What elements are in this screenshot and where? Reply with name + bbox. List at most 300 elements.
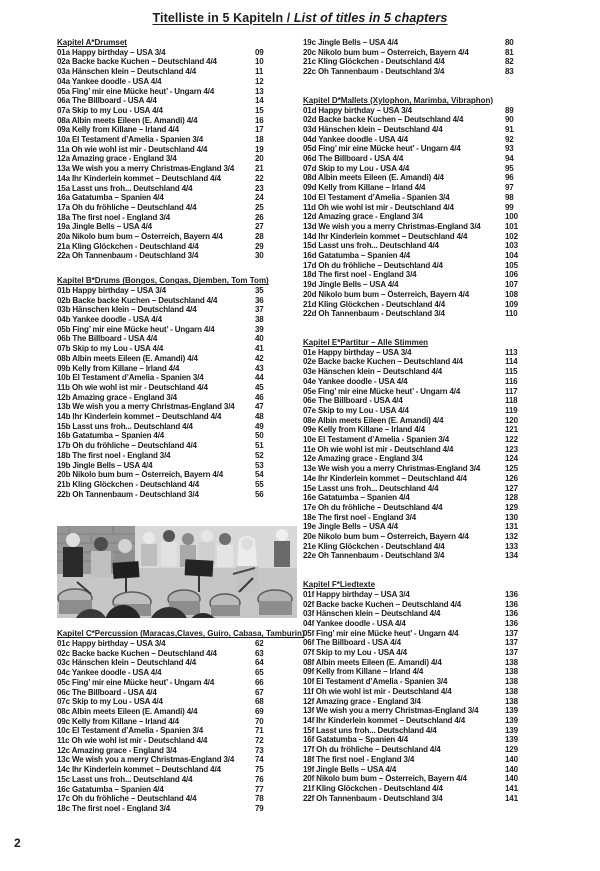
- section-header: Kapitel D*Mallets (Xylophon, Marimba, Vibraphon): [303, 95, 494, 105]
- toc-item-title: 04e Yankee doodle - USA 4/4: [303, 376, 408, 386]
- toc-item-title: 13c We wish you a merry Christmas-England 3/4: [57, 755, 235, 765]
- toc-item-title: 05e Fing’ mir eine Mücke heut’ - Ungarn 4/4: [303, 386, 461, 396]
- toc-item-page: 19: [255, 144, 264, 154]
- toc-item: [57, 184, 271, 194]
- toc-item-page: 131: [505, 522, 518, 532]
- toc-item: [57, 77, 271, 87]
- toc-item-title: 02d Backe backe Kuchen – Deutschland 4/4: [303, 115, 464, 125]
- toc-item-page: 23: [255, 183, 264, 193]
- toc-section: [57, 629, 305, 813]
- toc-section: [303, 338, 525, 561]
- toc-item: [303, 57, 525, 67]
- toc-item: [303, 67, 525, 77]
- toc-item-page: 140: [505, 764, 518, 774]
- toc-item: [303, 454, 525, 464]
- toc-item-page: 53: [255, 460, 264, 470]
- toc-item-title: 17f Oh du fröhliche – Deutschland 4/4: [303, 745, 441, 755]
- toc-item-page: 139: [505, 725, 518, 735]
- toc-item: [57, 48, 271, 58]
- toc-item-title: 16a Gatatumba – Spanien 4/4: [57, 193, 164, 203]
- toc-item: [303, 357, 525, 367]
- toc-item-title: 12e Amazing grace - England 3/4: [303, 454, 423, 464]
- toc-item: [303, 416, 525, 426]
- toc-item-title: 09c Kelly from Killane – Irland 4/4: [57, 716, 179, 726]
- toc-item: [303, 765, 525, 775]
- toc-item: [303, 290, 525, 300]
- toc-item-title: 03d Hänschen klein – Deutschland 4/4: [303, 124, 443, 134]
- toc-item-page: 108: [505, 289, 518, 299]
- toc-item: [57, 804, 271, 814]
- toc-item-title: 06e The Billboard - USA 4/4: [303, 396, 403, 406]
- toc-item: [303, 513, 525, 523]
- toc-item: [57, 639, 271, 649]
- toc-item-title: 10c El Testament d’Amelia - Spanien 3/4: [57, 726, 204, 736]
- toc-item-page: 121: [505, 425, 518, 435]
- toc-item: [57, 96, 271, 106]
- toc-item-title: 06a The Billboard - USA 4/4: [57, 96, 157, 106]
- toc-item-page: 133: [505, 541, 518, 551]
- toc-item-page: 79: [255, 804, 264, 813]
- toc-item-page: 10: [255, 57, 264, 67]
- toc-item-title: 02c Backe backe Kuchen – Deutschland 4/4: [57, 648, 217, 658]
- toc-item-title: 18e The first noel - England 3/4: [303, 512, 417, 522]
- toc-item: [303, 532, 525, 542]
- toc-item-title: 19a Jingle Bells – USA 4/4: [57, 222, 152, 232]
- toc-item: [303, 716, 525, 726]
- toc-item: [303, 755, 525, 765]
- toc-item-title: 15a Lasst uns froh... Deutschland 4/4: [57, 183, 193, 193]
- toc-item-title: 04b Yankee doodle - USA 4/4: [57, 314, 162, 324]
- toc-item-title: 05a Fing’ mir eine Mücke heut’ - Ungarn 4/4: [57, 86, 215, 96]
- toc-section: [57, 276, 271, 499]
- toc-item: [57, 649, 271, 659]
- toc-item: [303, 396, 525, 406]
- toc-item-page: 35: [255, 285, 264, 295]
- toc-item: [57, 305, 271, 315]
- toc-item-page: 68: [255, 697, 264, 707]
- toc-item: [303, 48, 525, 58]
- toc-item-title: 09e Kelly from Killane – Irland 4/4: [303, 425, 425, 435]
- toc-item-page: 127: [505, 483, 518, 493]
- toc-item: [57, 251, 271, 261]
- toc-item: [57, 232, 271, 242]
- toc-section: [303, 38, 525, 77]
- toc-item-title: 03c Hänschen klein – Deutschland 4/4: [57, 658, 197, 668]
- toc-item-title: 02a Backe backe Kuchen – Deutschland 4/4: [57, 57, 217, 67]
- toc-item-page: 101: [505, 221, 518, 231]
- toc-item: [303, 387, 525, 397]
- toc-column-right: [303, 38, 525, 803]
- toc-item: [57, 736, 271, 746]
- toc-item: [303, 406, 525, 416]
- toc-item-title: 01d Happy birthday – USA 3/4: [303, 105, 412, 115]
- toc-item: [303, 309, 525, 319]
- toc-item-page: 71: [255, 726, 264, 736]
- section-header: Kapitel A*Drumset: [57, 38, 127, 47]
- toc-item: [57, 697, 271, 707]
- toc-item-page: 93: [505, 144, 514, 154]
- toc-item-title: 16b Gatatumba – Spanien 4/4: [57, 431, 165, 441]
- toc-item: [57, 87, 271, 97]
- toc-item: [57, 678, 271, 688]
- toc-item-title: 18b The first noel - England 3/4: [57, 450, 171, 460]
- toc-item-title: 21b Kling Glöckchen - Deutschland 4/4: [57, 479, 200, 489]
- toc-item-page: 70: [255, 716, 264, 726]
- toc-item-page: 73: [255, 745, 264, 755]
- toc-item: [303, 173, 525, 183]
- toc-item: [57, 480, 271, 490]
- toc-section: [57, 38, 271, 261]
- toc-item-page: 67: [255, 687, 264, 697]
- toc-item-title: 22f Oh Tannenbaum - Deutschland 3/4: [303, 793, 443, 803]
- toc-item-page: 129: [505, 502, 518, 512]
- toc-item: [57, 174, 271, 184]
- toc-item-page: 64: [255, 658, 264, 668]
- toc-item-title: 15e Lasst uns froh... Deutschland 4/4: [303, 483, 439, 493]
- toc-item-title: 10a El Testament d’Amelia - Spanien 3/4: [57, 135, 204, 145]
- toc-item: [303, 212, 525, 222]
- toc-item: [57, 344, 271, 354]
- toc-item-page: 50: [255, 431, 264, 441]
- toc-item-page: 22: [255, 173, 264, 183]
- toc-item-title: 13f We wish you a merry Christmas-England 3/4: [303, 706, 479, 716]
- toc-item-page: 36: [255, 295, 264, 305]
- toc-item-page: 52: [255, 450, 264, 460]
- toc-item-title: 05d Fing’ mir eine Mücke heut’ - Ungarn 4/4: [303, 144, 461, 154]
- toc-item-page: 138: [505, 657, 518, 667]
- toc-item-title: 16f Gatatumba – Spanien 4/4: [303, 735, 408, 745]
- toc-item-page: 30: [255, 251, 264, 261]
- toc-item-page: 81: [505, 47, 514, 57]
- toc-item: [57, 658, 271, 668]
- toc-item-page: 125: [505, 464, 518, 474]
- toc-item-page: 124: [505, 454, 518, 464]
- toc-item: [303, 464, 525, 474]
- toc-item: [303, 348, 525, 358]
- toc-item-title: 04f Yankee doodle - USA 4/4: [303, 618, 406, 628]
- toc-item-title: 21e Kling Glöckchen - Deutschland 4/4: [303, 541, 445, 551]
- toc-item-title: 18a The first noel - England 3/4: [57, 212, 171, 222]
- toc-item-title: 20f Nikolo bum bum – Österreich, Bayern 4/4: [303, 774, 467, 784]
- toc-item-title: 22d Oh Tannenbaum - Deutschland 3/4: [303, 309, 445, 319]
- toc-item: [303, 590, 525, 600]
- toc-item-page: 25: [255, 202, 264, 212]
- toc-item-title: 17a Oh du fröhliche – Deutschland 4/4: [57, 202, 197, 212]
- toc-item-title: 07f Skip to my Lou - USA 4/4: [303, 648, 407, 658]
- toc-item-title: 08f Albin meets Eileen (E. Amandi) 4/4: [303, 657, 442, 667]
- toc-item-title: 06b The Billboard - USA 4/4: [57, 334, 158, 344]
- toc-item-page: 134: [505, 551, 518, 561]
- toc-item: [303, 629, 525, 639]
- toc-item: [57, 383, 271, 393]
- toc-item-title: 19f Jingle Bells – USA 4/4: [303, 764, 397, 774]
- toc-item-title: 13b We wish you a merry Christmas-England 3/4: [57, 402, 235, 412]
- toc-item: [57, 154, 271, 164]
- toc-item: [57, 765, 271, 775]
- toc-item-title: 12f Amazing grace - England 3/4: [303, 696, 421, 706]
- toc-item-title: 18f The first noel - England 3/4: [303, 754, 415, 764]
- toc-item: [303, 677, 525, 687]
- title-german: Titelliste in 5 Kapiteln: [152, 11, 284, 25]
- toc-item-page: 95: [505, 163, 514, 173]
- toc-item-page: 78: [255, 794, 264, 804]
- toc-item-title: 21f Kling Glöckchen - Deutschland 4/4: [303, 783, 443, 793]
- toc-item-page: 77: [255, 784, 264, 794]
- toc-item-title: 07b Skip to my Lou - USA 4/4: [57, 344, 164, 354]
- toc-item-page: 130: [505, 512, 518, 522]
- toc-item: [303, 144, 525, 154]
- toc-item: [303, 115, 525, 125]
- toc-item-page: 16: [255, 115, 264, 125]
- toc-item-title: 10e El Testament d’Amelia - Spanien 3/4: [303, 435, 450, 445]
- toc-item-page: 29: [255, 241, 264, 251]
- toc-item-title: 06c The Billboard - USA 4/4: [57, 687, 157, 697]
- page-title-text: [153, 11, 448, 25]
- toc-item-page: 65: [255, 668, 264, 678]
- toc-item-title: 01b Happy birthday – USA 3/4: [57, 285, 166, 295]
- toc-item: [57, 441, 271, 451]
- toc-item-page: 46: [255, 392, 264, 402]
- toc-item-page: 47: [255, 402, 264, 412]
- toc-item-title: 11e Oh wie wohl ist mir - Deutschland 4/4: [303, 444, 454, 454]
- toc-item-page: 75: [255, 765, 264, 775]
- toc-item-page: 20: [255, 154, 264, 164]
- toc-item: [57, 746, 271, 756]
- toc-item-page: 104: [505, 251, 518, 261]
- toc-item-title: 03b Hänschen klein – Deutschland 4/4: [57, 305, 197, 315]
- toc-item-page: 129: [505, 745, 518, 755]
- toc-item-title: 08e Albin meets Eileen (E. Amandi) 4/4: [303, 415, 444, 425]
- toc-item: [303, 774, 525, 784]
- toc-item-page: 82: [505, 57, 514, 67]
- toc-item: [303, 154, 525, 164]
- toc-item: [57, 193, 271, 203]
- toc-item: [303, 638, 525, 648]
- toc-item: [57, 213, 271, 223]
- toc-item: [57, 296, 271, 306]
- toc-item: [57, 242, 271, 252]
- toc-item-title: 06f The Billboard - USA 4/4: [303, 638, 401, 648]
- toc-item: [303, 503, 525, 513]
- toc-item: [57, 135, 271, 145]
- toc-item: [57, 688, 271, 698]
- toc-item-title: 01a Happy birthday – USA 3/4: [57, 47, 166, 57]
- toc-item-page: 66: [255, 677, 264, 687]
- toc-item: [303, 609, 525, 619]
- toc-item: [57, 668, 271, 678]
- toc-item-page: 98: [505, 192, 514, 202]
- toc-item: [57, 106, 271, 116]
- toc-item: [303, 794, 525, 804]
- toc-item-title: 03a Hänschen klein – Deutschland 4/4: [57, 67, 197, 77]
- toc-item-page: 138: [505, 696, 518, 706]
- toc-item: [57, 402, 271, 412]
- ensemble-photo-image: [57, 526, 297, 618]
- toc-item-title: 11f Oh wie wohl ist mir - Deutschland 4/4: [303, 686, 452, 696]
- toc-item-page: 94: [505, 154, 514, 164]
- toc-item: [57, 785, 271, 795]
- toc-item-title: 01e Happy birthday – USA 3/4: [303, 347, 412, 357]
- toc-item: [57, 755, 271, 765]
- toc-item: [57, 726, 271, 736]
- toc-item-page: 118: [505, 396, 518, 406]
- toc-item-page: 38: [255, 314, 264, 324]
- toc-item-title: 14f Ihr Kinderlein kommet – Deutschland 4/4: [303, 716, 466, 725]
- toc-item-title: 16c Gatatumba – Spanien 4/4: [57, 784, 164, 794]
- toc-item-page: 96: [505, 173, 514, 183]
- toc-item-title: 22a Oh Tannenbaum - Deutschland 3/4: [57, 251, 199, 261]
- toc-item-title: 20b Nikolo bum bum – Österreich, Bayern 4/4: [57, 470, 224, 480]
- toc-item-page: 141: [505, 793, 518, 803]
- toc-item-title: 01c Happy birthday – USA 3/4: [57, 639, 166, 649]
- toc-item: [303, 183, 525, 193]
- toc-item: [303, 425, 525, 435]
- toc-item: [57, 286, 271, 296]
- toc-item: [303, 222, 525, 232]
- toc-item-title: 11c Oh wie wohl ist mir - Deutschland 4/4: [57, 736, 208, 746]
- toc-item: [57, 315, 271, 325]
- toc-item-page: 41: [255, 344, 264, 354]
- toc-item-page: 114: [505, 357, 518, 367]
- toc-item-title: 03f Hänschen klein – Deutschland 4/4: [303, 609, 441, 619]
- toc-item-page: 11: [255, 67, 264, 77]
- toc-item-title: 07c Skip to my Lou - USA 4/4: [57, 697, 163, 707]
- toc-item-title: 16d Gatatumba – Spanien 4/4: [303, 251, 411, 261]
- toc-item: [57, 334, 271, 344]
- page-title: [0, 11, 600, 25]
- toc-item: [303, 367, 525, 377]
- toc-item: [303, 551, 525, 561]
- toc-item-page: 48: [255, 412, 264, 422]
- toc-item: [57, 422, 271, 432]
- toc-item-title: 09d Kelly from Killane – Irland 4/4: [303, 183, 426, 193]
- toc-item-title: 13d We wish you a merry Christmas-England 3/4: [303, 221, 481, 231]
- toc-item-title: 20c Nikolo bum bum – Österreich, Bayern 4/4: [303, 47, 469, 57]
- toc-item-page: 120: [505, 415, 518, 425]
- toc-item: [303, 667, 525, 677]
- toc-item: [303, 164, 525, 174]
- toc-item-page: 137: [505, 638, 518, 648]
- toc-item-page: 139: [505, 706, 518, 716]
- toc-item-page: 103: [505, 241, 518, 251]
- toc-item-title: 06d The Billboard - USA 4/4: [303, 154, 404, 164]
- toc-item-page: 21: [255, 164, 264, 174]
- toc-item-title: 05b Fing’ mir eine Mücke heut’ - Ungarn 4/4: [57, 324, 215, 334]
- toc-item: [303, 697, 525, 707]
- toc-item-page: 107: [505, 280, 518, 290]
- toc-item-title: 07a Skip to my Lou - USA 4/4: [57, 105, 163, 115]
- toc-item: [303, 784, 525, 794]
- toc-item-title: 10f El Testament d’Amelia - Spanien 3/4: [303, 677, 448, 687]
- toc-item-title: 15b Lasst uns froh... Deutschland 4/4: [57, 421, 193, 431]
- toc-item-title: 21a Kling Glöckchen - Deutschland 4/4: [57, 241, 199, 251]
- title-separator: /: [283, 11, 294, 25]
- toc-item-page: 62: [255, 639, 264, 649]
- toc-item: [57, 717, 271, 727]
- toc-item-title: 12d Amazing grace - England 3/4: [303, 212, 423, 222]
- toc-item-page: 72: [255, 736, 264, 746]
- toc-item: [57, 490, 271, 500]
- toc-item-page: 89: [505, 105, 514, 115]
- toc-item-page: 12: [255, 76, 264, 86]
- toc-item-title: 21d Kling Glöckchen - Deutschland 4/4: [303, 299, 446, 309]
- toc-item-page: 39: [255, 324, 264, 334]
- toc-item-page: 51: [255, 441, 264, 451]
- toc-item-page: 138: [505, 667, 518, 677]
- title-english: List of titles in 5 chapters: [293, 11, 448, 25]
- toc-item-page: 28: [255, 232, 264, 242]
- toc-item: [303, 542, 525, 552]
- toc-item-page: 17: [255, 125, 264, 135]
- toc-item-title: 01f Happy birthday – USA 3/4: [303, 589, 410, 599]
- toc-item-page: 116: [505, 376, 518, 386]
- toc-item-page: 136: [505, 618, 518, 628]
- toc-item-title: 20e Nikolo bum bum – Österreich, Bayern 4/4: [303, 532, 469, 542]
- toc-item-title: 08c Albin meets Eileen (E. Amandi) 4/4: [57, 706, 198, 716]
- toc-item-title: 09b Kelly from Killane – Irland 4/4: [57, 363, 180, 373]
- toc-item: [57, 412, 271, 422]
- toc-item-page: 119: [505, 405, 518, 415]
- toc-item: [303, 745, 525, 755]
- toc-item: [303, 493, 525, 503]
- toc-item: [57, 354, 271, 364]
- toc-item: [57, 325, 271, 335]
- toc-item-page: 106: [505, 270, 518, 280]
- toc-item: [303, 377, 525, 387]
- toc-item-page: 55: [255, 479, 264, 489]
- section-header: Kapitel B*Drums (Bongos, Congas, Djemben, Tom Tom): [57, 276, 269, 286]
- toc-item-page: 56: [255, 489, 264, 499]
- toc-item-page: 136: [505, 589, 518, 599]
- toc-item-page: 109: [505, 299, 518, 309]
- toc-item-title: 02f Backe backe Kuchen – Deutschland 4/4: [303, 599, 462, 609]
- toc-item: [57, 431, 271, 441]
- toc-item-title: 12c Amazing grace - England 3/4: [57, 745, 177, 755]
- toc-item-title: 15f Lasst uns froh... Deutschland 4/4: [303, 725, 437, 735]
- toc-item-page: 117: [505, 386, 518, 396]
- toc-item: [303, 106, 525, 116]
- toc-item-page: 105: [505, 260, 518, 270]
- toc-item: [57, 67, 271, 77]
- toc-item-title: 12b Amazing grace - England 3/4: [57, 392, 177, 402]
- toc-item-page: 140: [505, 774, 518, 784]
- toc-item-page: 122: [505, 435, 518, 445]
- toc-item: [303, 726, 525, 736]
- toc-item-title: 19b Jingle Bells – USA 4/4: [57, 460, 153, 470]
- toc-item-title: 04a Yankee doodle - USA 4/4: [57, 76, 162, 86]
- toc-item-page: 126: [505, 473, 518, 483]
- ensemble-photo: [57, 526, 271, 618]
- toc-item: [57, 775, 271, 785]
- toc-item-title: 18d The first noel - England 3/4: [303, 270, 417, 280]
- toc-item: [303, 300, 525, 310]
- toc-item: [303, 687, 525, 697]
- toc-item-title: 08d Albin meets Eileen (E. Amandi) 4/4: [303, 173, 444, 183]
- toc-item-page: 115: [505, 367, 518, 377]
- toc-item-page: 69: [255, 706, 264, 716]
- toc-item-page: 136: [505, 609, 518, 619]
- toc-item: [57, 57, 271, 67]
- toc-item-title: 09a Kelly from Killane – Irland 4/4: [57, 125, 179, 135]
- toc-item-page: 24: [255, 193, 264, 203]
- toc-item: [57, 222, 271, 232]
- toc-item: [57, 451, 271, 461]
- toc-item-title: 15d Lasst uns froh... Deutschland 4/4: [303, 241, 439, 251]
- toc-item-page: 83: [505, 67, 514, 77]
- toc-item: [303, 658, 525, 668]
- page-number: 2: [14, 836, 21, 850]
- toc-item: [303, 270, 525, 280]
